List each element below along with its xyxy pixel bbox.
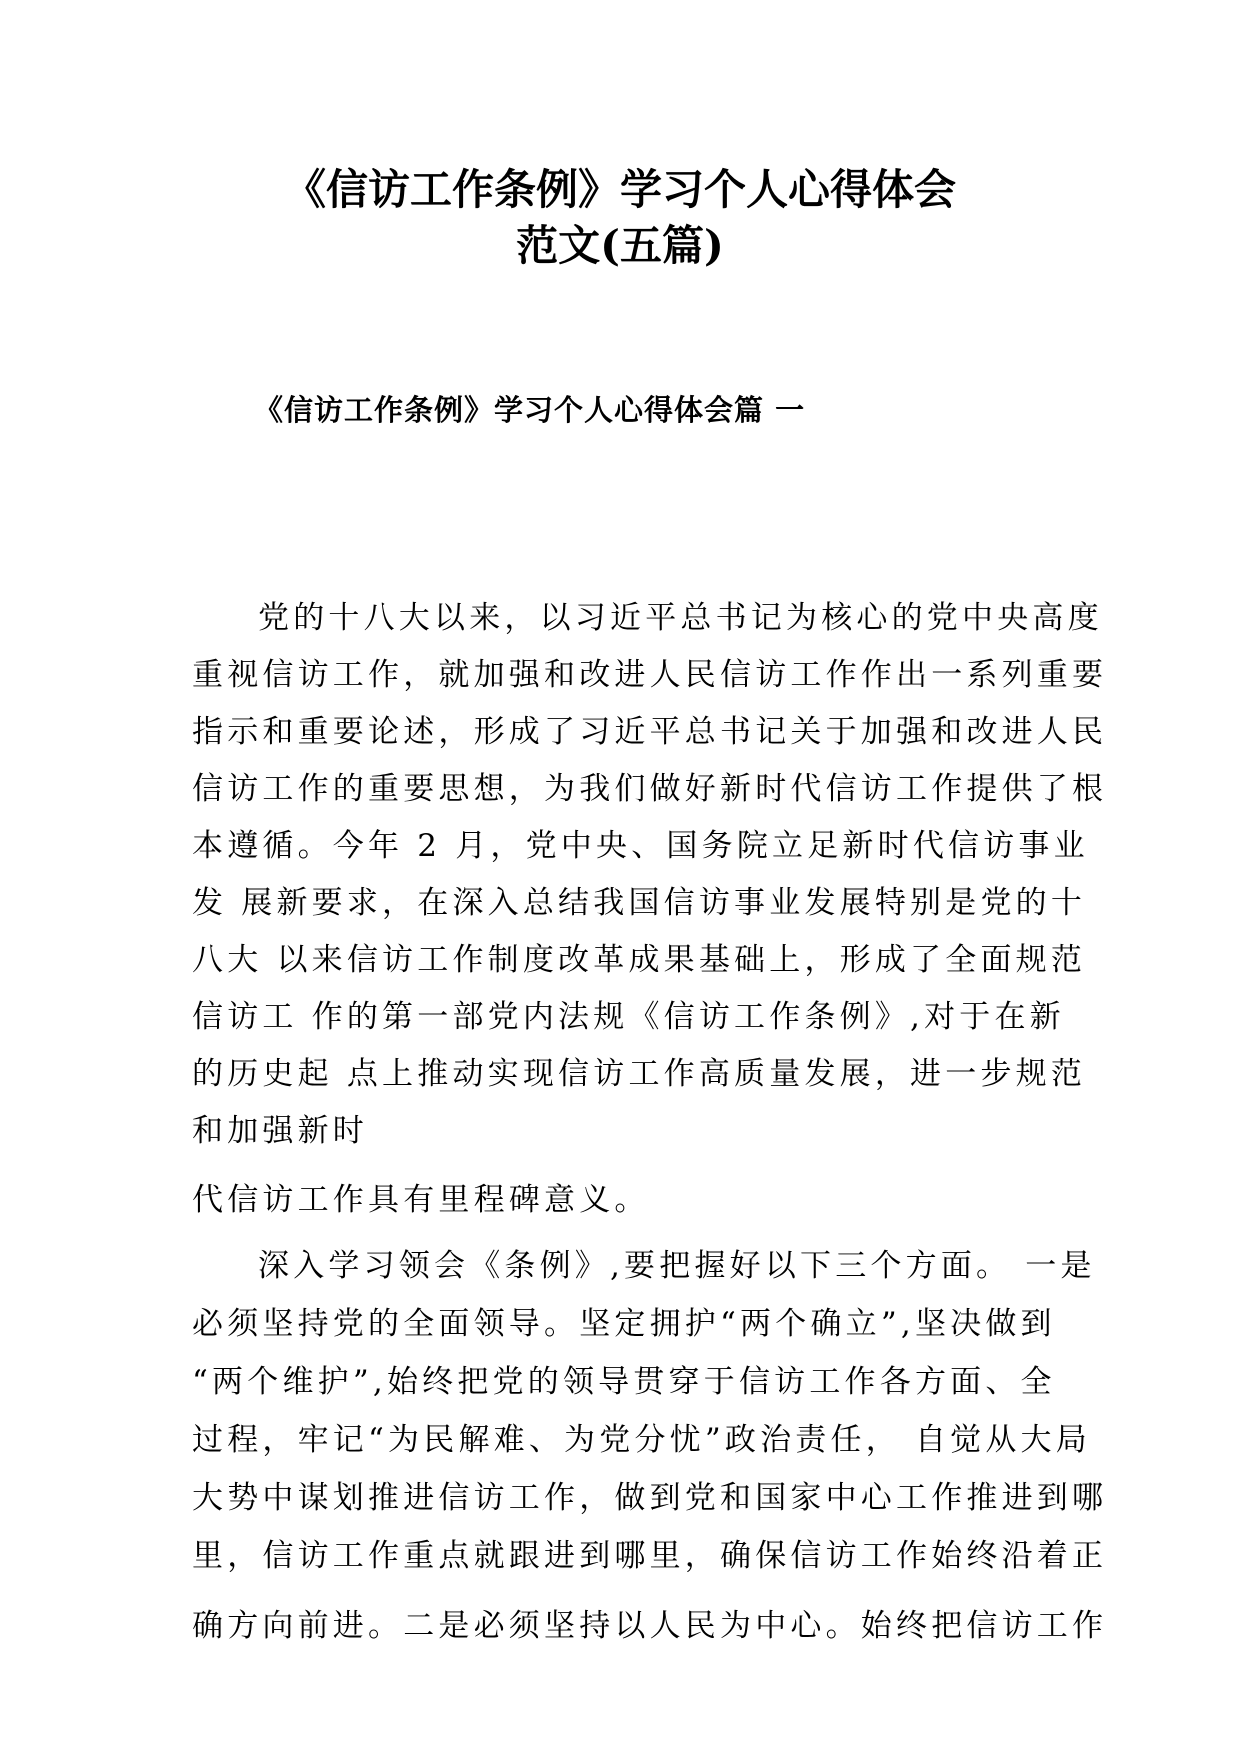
document-title-line-1: 《信访工作条例》学习个人心得体会 <box>283 165 956 214</box>
body-line: 和加强新时 <box>192 1113 368 1149</box>
body-line: 大势中谋划推进信访工作，做到党和国家中心工作推进到哪 <box>192 1480 1108 1516</box>
body-line: 八大 以来信访工作制度改革成果基础上，形成了全面规范 <box>192 942 1087 978</box>
section-title: 《信访工作条例》学习个人心得体会篇 一 <box>254 393 806 427</box>
document-title-line-2: 范文(五篇) <box>516 221 724 270</box>
body-line: 信访工 作的第一部党内法规《信访工作条例》,对于在新 <box>192 999 1065 1035</box>
body-line: 党的十八大以来，以习近平总书记为核心的党中央高度 <box>258 600 1103 636</box>
body-line: 指示和重要论述，形成了习近平总书记关于加强和改进人民 <box>192 714 1108 750</box>
body-line: “两个维护”,始终把党的领导贯穿于信访工作各方面、全 <box>192 1364 1056 1400</box>
body-line: 的历史起 点上推动实现信访工作高质量发展，进一步规范 <box>192 1056 1087 1092</box>
body-line: 深入学习领会《条例》,要把握好以下三个方面。 一是 <box>258 1248 1096 1284</box>
body-line: 里，信访工作重点就跟进到哪里，确保信访工作始终沿着正 <box>192 1538 1108 1574</box>
body-line: 发 展新要求，在深入总结我国信访事业发展特别是党的十 <box>192 885 1087 921</box>
body-line: 确方向前进。二是必须坚持以人民为中心。始终把信访工作 <box>192 1608 1108 1644</box>
body-line: 本遵循。今年 2 月，党中央、国务院立足新时代信访事业 <box>192 828 1089 864</box>
body-line: 信访工作的重要思想，为我们做好新时代信访工作提供了根 <box>192 771 1108 807</box>
body-line: 必须坚持党的全面领导。坚定拥护“两个确立”,坚决做到 <box>192 1306 1056 1342</box>
body-line: 过程，牢记“为民解难、为党分忧”政治责任， 自觉从大局 <box>192 1422 1091 1458</box>
body-line: 重视信访工作，就加强和改进人民信访工作作出一系列重要 <box>192 657 1108 693</box>
body-line: 代信访工作具有里程碑意义。 <box>192 1182 650 1218</box>
